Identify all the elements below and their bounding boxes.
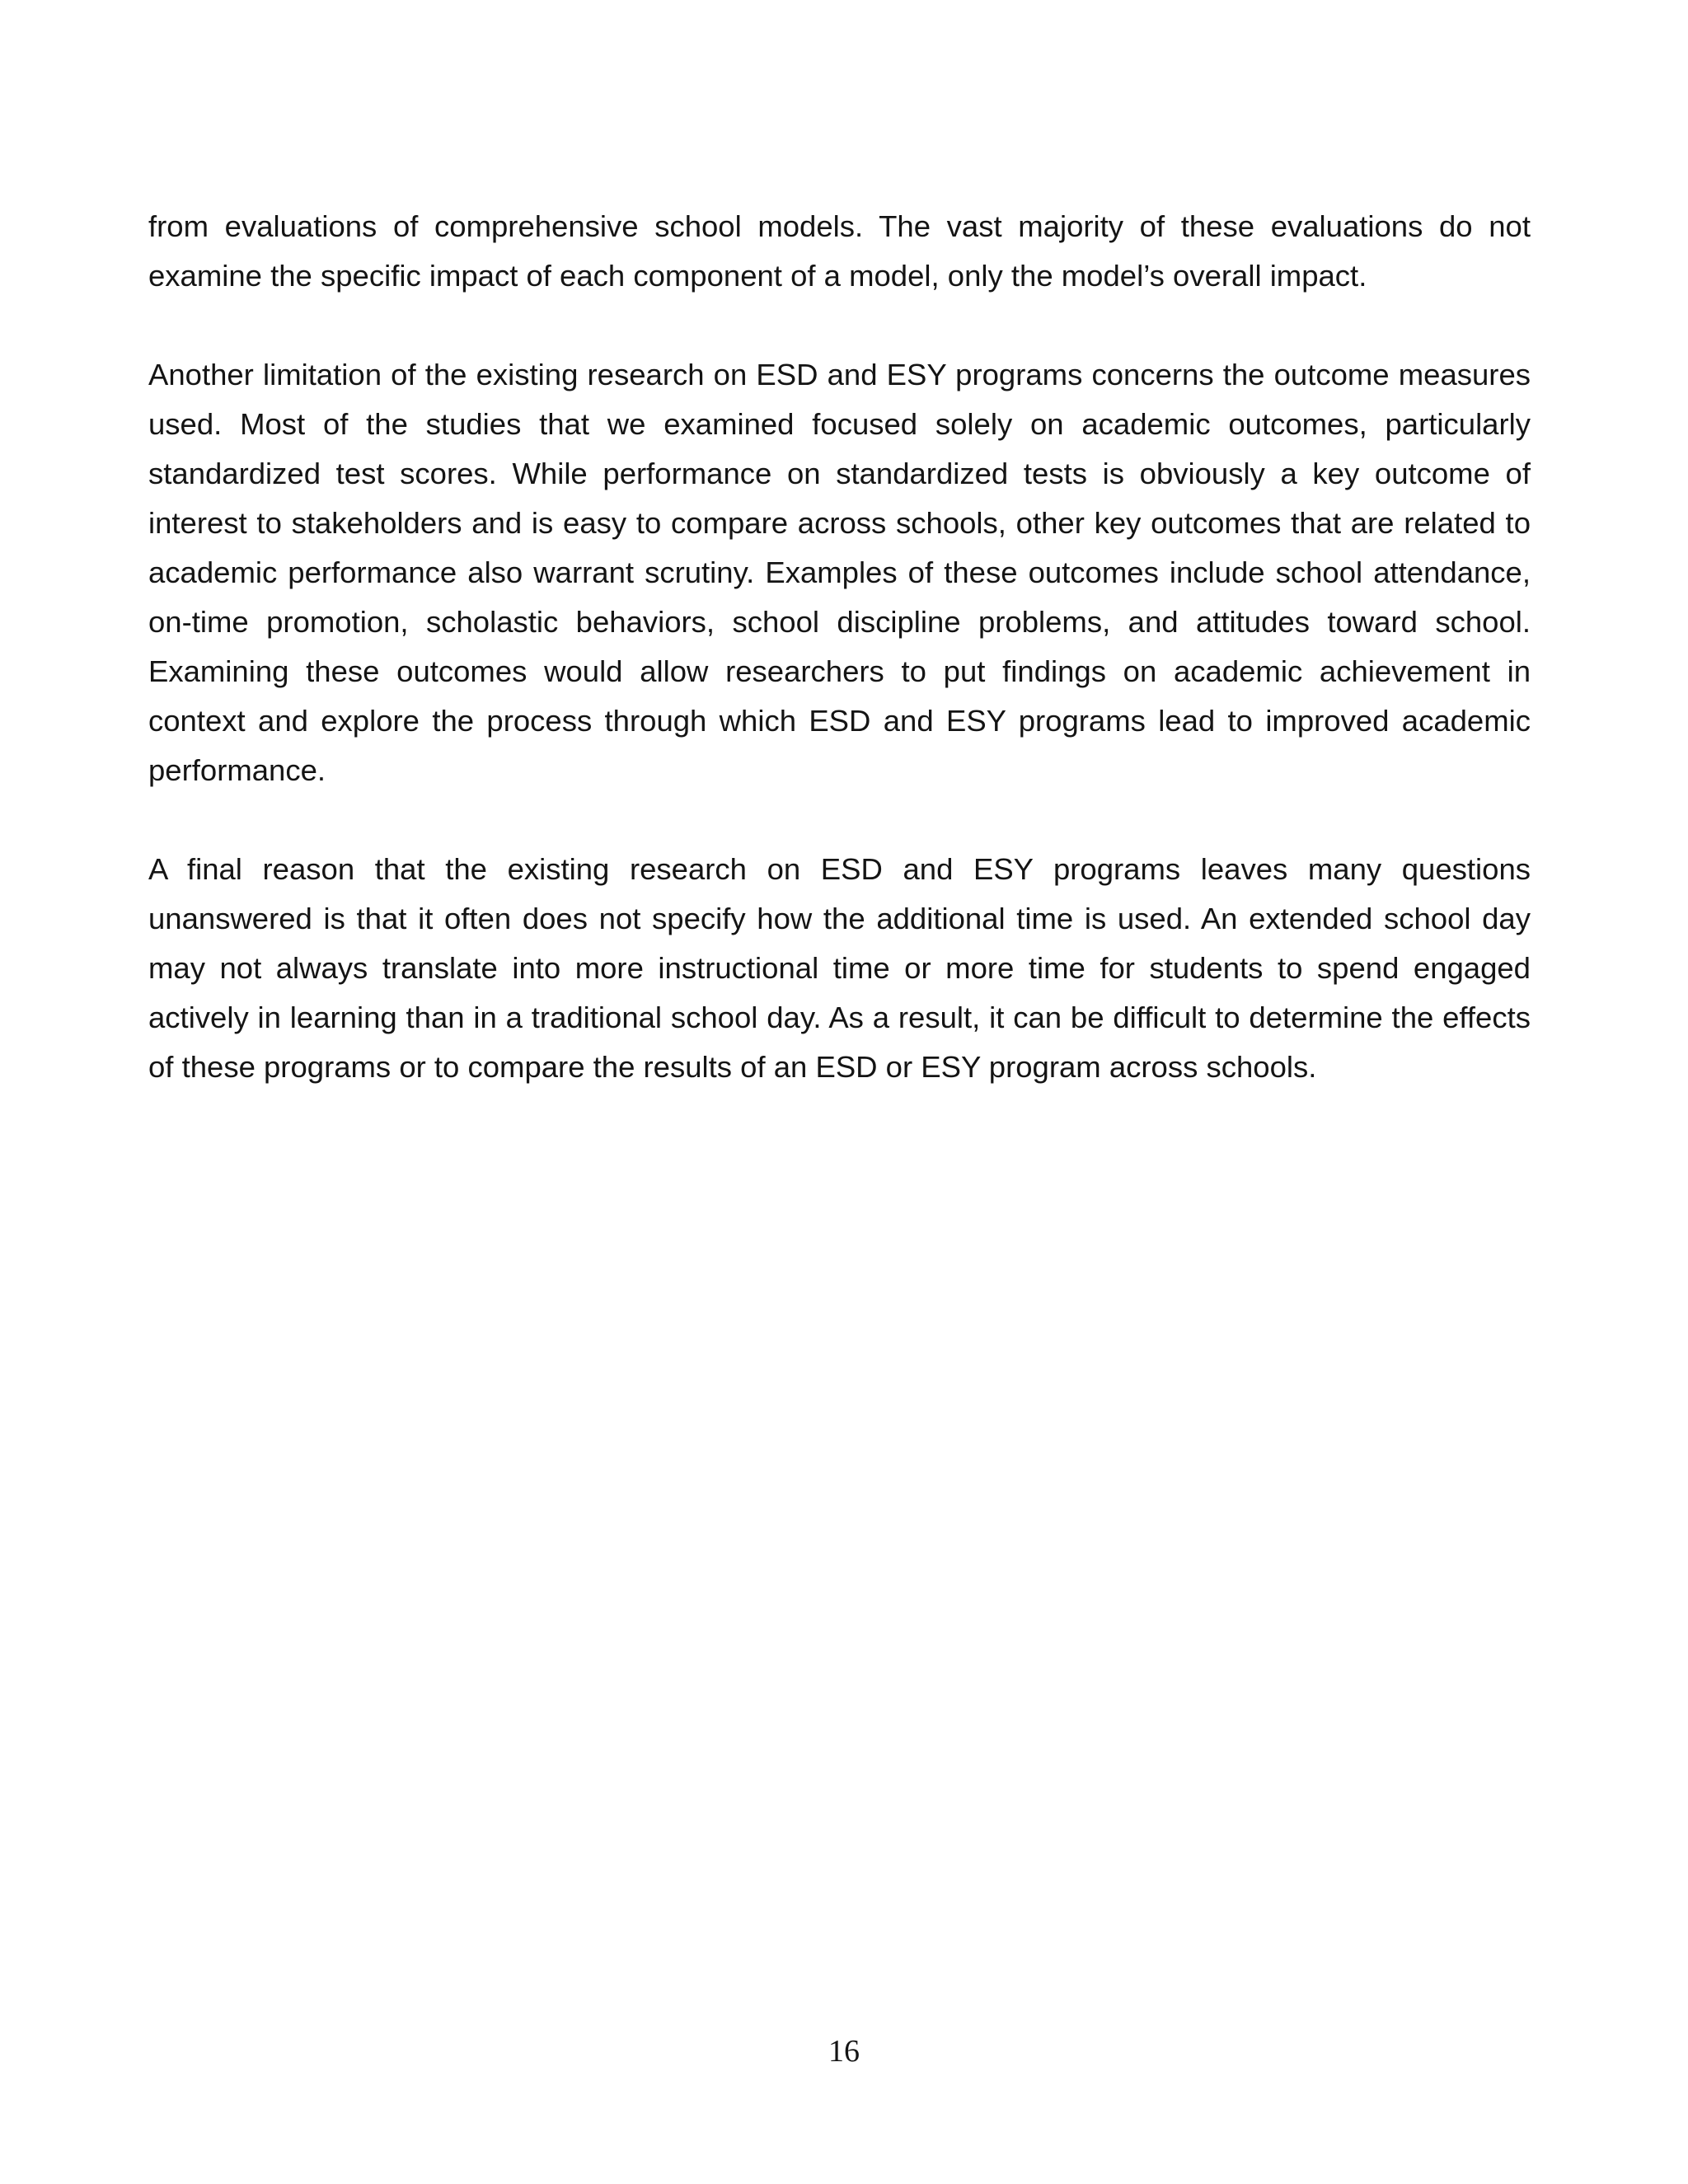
page-number: 16 bbox=[828, 2034, 860, 2069]
paragraph-3: A final reason that the existing research on ESD and ESY programs leaves many questions unanswered is that it often does not specify how the additional time is used. An extended school day may not always translate into more instructional time or more time for students to spend engaged actively in learning than in a traditional school day. As a result, it can be difficult to determine the effects of these programs or to compare the results of an ESD or ESY program across schools. bbox=[148, 852, 1531, 1084]
paragraph-2: Another limitation of the existing research on ESD and ESY programs concerns the outcome measures used. Most of the studies that we examined focused solely on academic outcomes, particularly standardized test scores. While performance on standardized tests is obviously a key outcome of interest to stakeholders and is easy to compare across schools, other key outcomes that are related to academic performance also warrant scrutiny. Examples of these outcomes include school attendance, on-time promotion, scholastic behaviors, school discipline problems, and attitudes toward school. Examining these outcomes would allow researchers to put findings on academic achievement in context and explore the process through which ESD and ESY programs lead to improved academic performance. bbox=[148, 358, 1531, 787]
paragraph-1: from evaluations of comprehensive school models. The vast majority of these evaluations do not examine the specific impact of each component of a model, only the model’s overall impact. bbox=[148, 209, 1531, 293]
